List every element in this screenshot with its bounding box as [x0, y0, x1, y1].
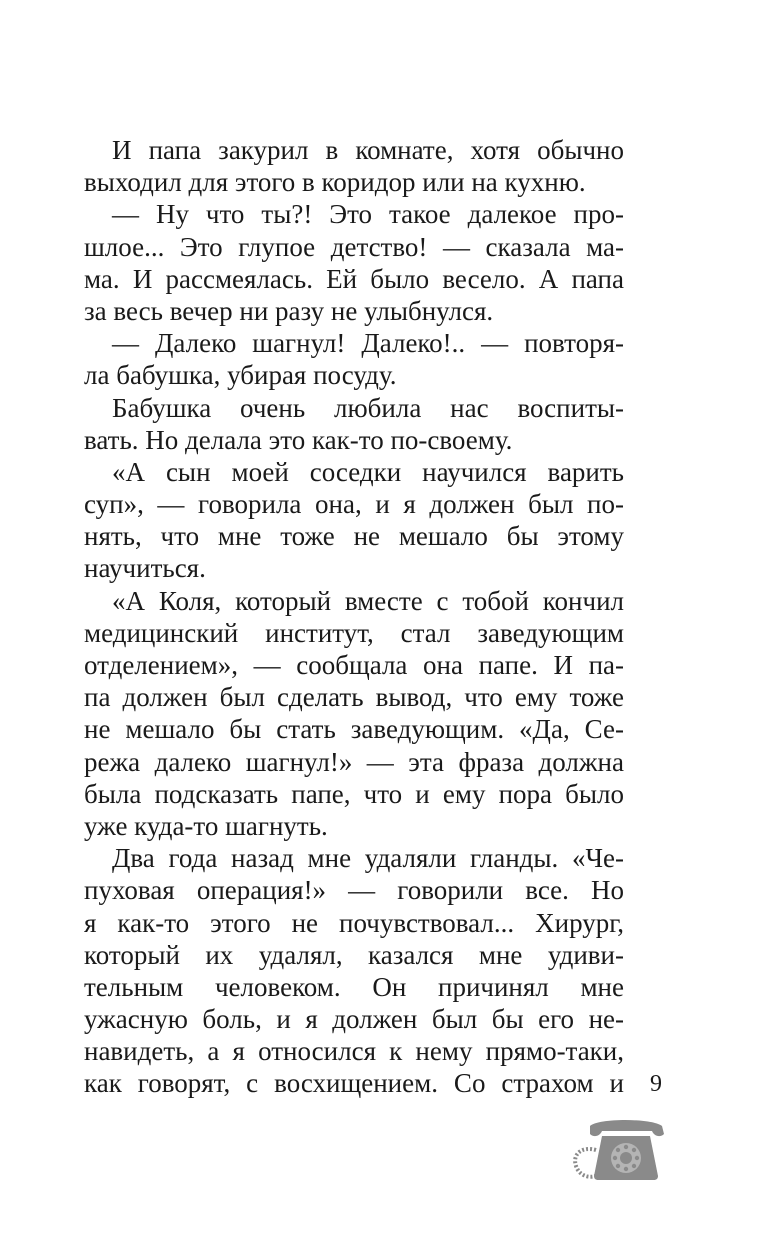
text-line: вать. Но делала это как-то по-своему.	[84, 424, 513, 455]
text-line: выходил для этого в коридор или на кухню.	[84, 167, 586, 198]
text-line: нять, что мне тоже не мешало бы этому	[84, 521, 624, 552]
text-line: «А сын моей соседки научился варить	[112, 456, 624, 487]
text-line: — Ну что ты?! Это такое далекое про-	[112, 199, 624, 230]
text-line: тельным человеком. Он причинял мне	[84, 971, 624, 1002]
text-line: пуховая операция!» — говорили все. Но	[84, 875, 624, 906]
text-line: ужасную боль, и я должен был бы его не-	[84, 1004, 624, 1035]
text-line: — Далеко шагнул! Далеко!.. — повторя-	[112, 328, 624, 359]
text-line: ла бабушка, убирая посуду.	[84, 360, 397, 391]
text-line: навидеть, а я относился к нему прямо-таки,	[84, 1036, 624, 1067]
body-text	[84, 134, 624, 1100]
text-line: Два года назад мне удаляли гланды. «Че-	[112, 843, 624, 874]
text-line: не мешало бы стать заведующим. «Да, Се-	[84, 714, 624, 745]
text-line: ма. И рассмеялась. Ей было весело. А папа	[84, 263, 624, 294]
text-line: который их удалял, казался мне удиви-	[84, 939, 624, 970]
text-line: медицинский институт, стал заведующим	[84, 617, 624, 648]
text-line: научиться.	[84, 553, 206, 584]
page-number: 9	[650, 1071, 662, 1097]
text-line: па должен был сделать вывод, что ему тоже	[84, 682, 624, 713]
text-line: уже куда-то шагнуть.	[84, 810, 328, 841]
text-line: суп», — говорила она, и я должен был по-	[84, 489, 624, 520]
text-line: «А Коля, который вместе с тобой кончил	[112, 585, 624, 616]
text-line: как говорят, с восхищением. Со страхом и	[84, 1068, 624, 1099]
text-line: И папа закурил в комнате, хотя обычно	[112, 135, 624, 165]
text-line: шлое... Это глупое детство! — сказала ма-	[84, 231, 624, 262]
text-line: Бабушка очень любила нас воспиты-	[112, 392, 624, 423]
text-line: режа далеко шагнул!» — эта фраза должна	[84, 746, 624, 777]
text-line: за весь вечер ни разу не улыбнулся.	[84, 295, 494, 326]
rotary-telephone-icon	[568, 1116, 668, 1182]
text-line: отделением», — сообщала она папе. И па-	[84, 650, 624, 680]
text-line: была подсказать папе, что и ему пора было	[84, 778, 624, 809]
text-line: я как-то этого не почувствовал... Хирург,	[84, 907, 624, 938]
